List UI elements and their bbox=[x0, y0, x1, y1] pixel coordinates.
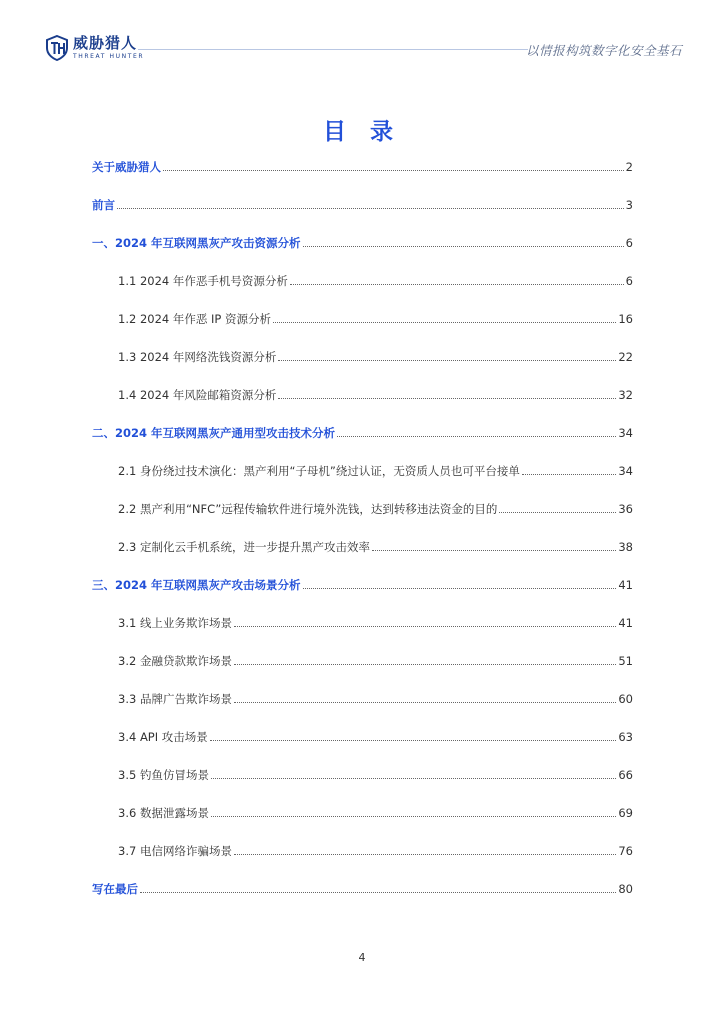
toc-entry-page: 63 bbox=[618, 730, 633, 744]
toc-entry-page: 3 bbox=[625, 198, 633, 212]
toc-entry-label: 3.7 电信网络诈骗场景 bbox=[118, 844, 232, 858]
toc-entry-page: 2 bbox=[625, 160, 633, 174]
toc-entry-label: 写在最后 bbox=[92, 882, 138, 896]
toc-entry-label: 2.1 身份绕过技术演化：黑产利用“子母机”绕过认证，无资质人员也可平台接单 bbox=[118, 464, 520, 478]
toc-entry[interactable] bbox=[92, 418, 633, 440]
toc-entry-page: 51 bbox=[618, 654, 633, 668]
toc-entry-label: 2.3 定制化云手机系统，进一步提升黑产攻击效率 bbox=[118, 540, 370, 554]
toc-entry-label: 前言 bbox=[92, 198, 115, 212]
toc-entry-page: 6 bbox=[625, 274, 633, 288]
toc-entry[interactable] bbox=[92, 266, 633, 288]
toc-entry[interactable] bbox=[92, 456, 633, 478]
toc-leader-dots bbox=[234, 701, 616, 703]
page-number: 4 bbox=[358, 951, 366, 964]
toc-entry-page: 6 bbox=[625, 236, 633, 250]
header-slogan: 以情报构筑数字化安全基石 bbox=[525, 43, 682, 58]
toc-leader-dots bbox=[234, 625, 616, 627]
toc-entry-page: 22 bbox=[618, 350, 633, 364]
toc-entry-label: 关于威胁猎人 bbox=[92, 160, 161, 174]
toc-leader-dots bbox=[278, 397, 616, 399]
toc-entry[interactable] bbox=[92, 570, 633, 592]
toc-entry-label: 3.2 金融贷款欺诈场景 bbox=[118, 654, 232, 668]
toc-leader-dots bbox=[140, 891, 616, 893]
toc-entry[interactable] bbox=[92, 684, 633, 706]
toc-entry-label: 2.2 黑产利用“NFC”远程传输软件进行境外洗钱，达到转移违法资金的目的 bbox=[118, 502, 498, 516]
toc-leader-dots bbox=[372, 549, 616, 551]
toc-entry[interactable] bbox=[92, 152, 633, 174]
toc-leader-dots bbox=[303, 587, 617, 589]
toc-entry-label: 1.3 2024 年网络洗钱资源分析 bbox=[118, 350, 277, 364]
toc-entry[interactable] bbox=[92, 760, 633, 782]
toc-entry-label: 二、2024 年互联网黑灰产通用型攻击技术分析 bbox=[92, 426, 336, 440]
toc-leader-dots bbox=[278, 359, 616, 361]
toc-entry-label: 3.1 线上业务欺诈场景 bbox=[118, 616, 232, 630]
toc-leader-dots bbox=[117, 207, 624, 209]
toc-entry-page: 32 bbox=[618, 388, 633, 402]
toc-leader-dots bbox=[303, 245, 624, 247]
th-shield-icon bbox=[46, 35, 68, 61]
toc-entry-page: 76 bbox=[618, 844, 633, 858]
toc-entry-page: 66 bbox=[618, 768, 633, 782]
toc-entry-page: 60 bbox=[618, 692, 633, 706]
toc-entry-label: 1.2 2024 年作恶 IP 资源分析 bbox=[118, 312, 272, 326]
toc-entry[interactable] bbox=[92, 646, 633, 668]
toc-entry-label: 3.4 API 攻击场景 bbox=[118, 730, 208, 744]
toc-leader-dots bbox=[290, 283, 624, 285]
toc-leader-dots bbox=[234, 853, 616, 855]
toc-entry-page: 36 bbox=[618, 502, 633, 516]
toc-entry-label: 3.6 数据泄露场景 bbox=[118, 806, 209, 820]
toc-entry[interactable] bbox=[92, 380, 633, 402]
toc-leader-dots bbox=[499, 511, 616, 513]
toc-leader-dots bbox=[522, 473, 617, 475]
toc-entry[interactable] bbox=[92, 608, 633, 630]
toc-entry-label: 一、2024 年互联网黑灰产攻击资源分析 bbox=[92, 236, 301, 250]
toc-entry-page: 69 bbox=[618, 806, 633, 820]
toc-entry-page: 41 bbox=[618, 616, 633, 630]
toc-leader-dots bbox=[234, 663, 616, 665]
toc-entry[interactable] bbox=[92, 722, 633, 744]
logo-text-en: THREAT HUNTER bbox=[73, 53, 145, 60]
toc-entry[interactable] bbox=[92, 304, 633, 326]
toc-entry[interactable] bbox=[92, 494, 633, 516]
toc-leader-dots bbox=[163, 169, 624, 171]
toc-leader-dots bbox=[210, 739, 617, 741]
toc-entry[interactable] bbox=[92, 874, 633, 896]
toc-leader-dots bbox=[211, 815, 616, 817]
toc-entry-label: 1.1 2024 年作恶手机号资源分析 bbox=[118, 274, 288, 288]
toc-entry-page: 80 bbox=[618, 882, 633, 896]
toc-title: 目 录 bbox=[322, 119, 401, 145]
toc-entry-label: 3.5 钓鱼仿冒场景 bbox=[118, 768, 209, 782]
toc-leader-dots bbox=[211, 777, 616, 779]
toc-leader-dots bbox=[273, 321, 616, 323]
toc-entry-page: 41 bbox=[618, 578, 633, 592]
toc-entry-page: 34 bbox=[618, 426, 633, 440]
toc-entry-label: 3.3 品牌广告欺诈场景 bbox=[118, 692, 232, 706]
toc-leader-dots bbox=[337, 435, 616, 437]
toc-entry[interactable] bbox=[92, 228, 633, 250]
header-divider bbox=[138, 49, 528, 50]
toc-entry[interactable] bbox=[92, 190, 633, 212]
logo bbox=[46, 34, 144, 62]
toc-entry-label: 1.4 2024 年风险邮箱资源分析 bbox=[118, 388, 277, 402]
page-header bbox=[0, 0, 724, 70]
toc-entry-page: 34 bbox=[618, 464, 633, 478]
toc-entry[interactable] bbox=[92, 342, 633, 364]
toc-entry[interactable] bbox=[92, 798, 633, 820]
toc-entry-page: 38 bbox=[618, 540, 633, 554]
toc-entry-page: 16 bbox=[618, 312, 633, 326]
toc-entry[interactable] bbox=[92, 532, 633, 554]
toc-entry-label: 三、2024 年互联网黑灰产攻击场景分析 bbox=[92, 578, 301, 592]
logo-text-cn: 威胁猎人 bbox=[73, 34, 138, 52]
toc-entry[interactable] bbox=[92, 836, 633, 858]
